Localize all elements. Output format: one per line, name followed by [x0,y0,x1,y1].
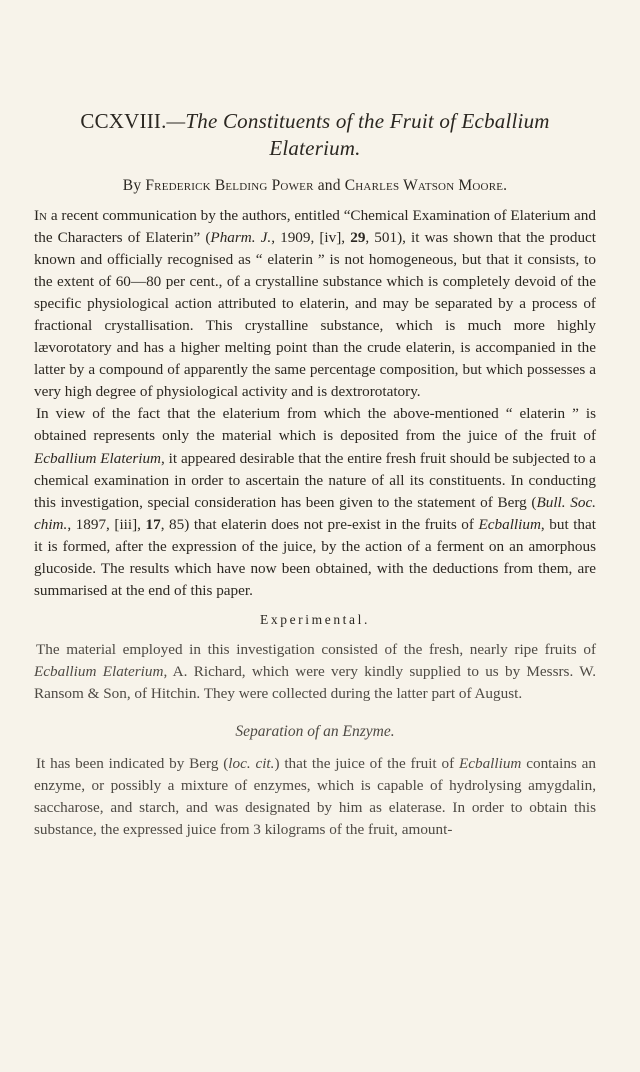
intro-text-3: , 501), it was shown that the product known and officially recognised as “ elaterin ” is not homogeneous, but that it consists, to the extent of 60—80 per cent., of a crystalline substance which is completely devoid of the specific physiological action attributed to elaterin, and may be separated by a process of fractional crystallisation. This crystalline substance, which is much more highly lævorotatory and has a higher melting point than the crude elaterin, is accompanied in the latter by a compound of apparently the same percentage composition, but which possesses a very high degree of physiological activity and is dextrorotatory. [34,229,596,401]
para2-text-1: In view of the fact that the elaterium from which the above-mentioned “ elaterin ” is obtained represents only the material which is deposited from the juice of the fruit of [34,405,596,445]
para2-text-5: , but that it is formed, after the expression of the juice, by the action of a ferment on an amorphous glucoside. The results which have now been obtained, with the deductions from them, are summarised at the end of this paper. [34,515,596,599]
experimental-text-1: The material employed in this investigation consisted of the fresh, nearly ripe fruits of [36,640,596,658]
experimental-text-2: , A. Richard, which were very kindly supplied to us by Messrs. W. Ransom & Son, of Hitchin. They were collected during the latter part of August. [34,662,596,702]
species-name: Ecballium Elaterium [34,449,162,467]
article-title-line2: Elaterium. [269,136,361,160]
enzyme-genus: Ecballium [458,754,522,772]
subsection-heading-enzyme: Separation of an Enzyme. [235,722,395,740]
para2-text-2: , it appeared desirable that the entire fresh fruit should be subjected to a chemical examination in order to ascertain the nature of all its constituents. In conducting this investigation, special consideration has been given to the statement of Berg ( [34,449,596,511]
enzyme-text-1: It has been indicated by Berg ( [36,754,229,772]
section-heading-experimental: Experimental. [260,611,370,627]
citation-journal: Pharm. J. [210,229,272,247]
intro-text-2: , 1909, [iv], [271,229,351,247]
intro-text-1: a recent communication by the authors, entitled “Chemical Examination of Elaterium and the Characters of Elaterin” ( [34,207,596,247]
author-byline [34,175,596,197]
second-paragraph [34,403,596,601]
citation-volume: 29 [350,229,366,247]
article-title-line1: —The Constituents of the Fruit of Ecballium [166,109,550,133]
enzyme-ref: loc. cit. [228,754,275,772]
experimental-species: Ecballium Elaterium [34,662,164,680]
citation-journal-berg: Bull. Soc. chim. [34,493,596,533]
enzyme-text-2: ) that the juice of the fruit of [274,754,459,772]
citation-volume-berg: 17 [145,515,161,533]
article-title [34,108,596,162]
genus-name: Ecballium [478,515,541,533]
author-name-2: Charles Watson Moore. [344,177,508,194]
byline-and: and [317,177,341,194]
author-name-1: Frederick Belding Power [145,177,314,194]
enzyme-text-3: contains an enzyme, or possibly a mixture of enzymes, which is capable of hydrolysing amygdalin, saccharose, and starch, and was designated by him as elaterase. In order to obtain this substance, the expressed juice from 3 kilograms of the fruit, amount- [34,754,597,839]
experimental-paragraph [34,639,596,705]
para2-text-4: , 85) that elaterin does not pre-exist in the fruits of [160,515,479,533]
intro-paragraph [34,205,596,403]
para2-text-3: , 1897, [iii], [67,515,146,533]
intro-lead-word: In [34,207,48,224]
enzyme-paragraph [34,753,596,841]
byline-by: By [122,177,142,194]
article-number: CCXVIII. [80,109,167,133]
